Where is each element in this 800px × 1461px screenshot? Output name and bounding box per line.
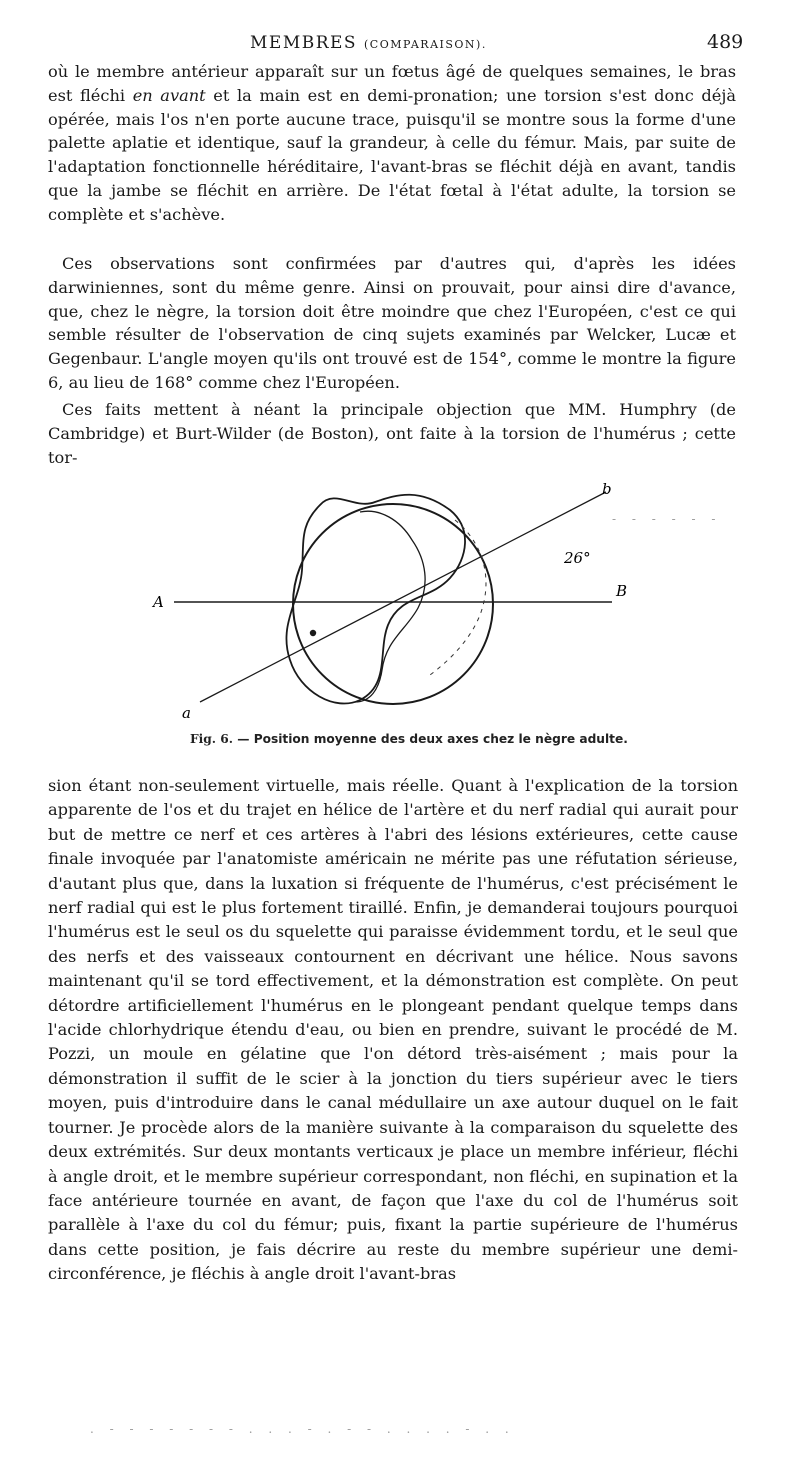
inner-contour	[355, 511, 425, 702]
figure-caption	[190, 732, 628, 746]
italic-phrase: en avant	[132, 85, 206, 105]
axis-a-b	[200, 492, 606, 702]
figure-6-drawing	[150, 480, 630, 730]
page-number: 489	[707, 31, 744, 53]
label-a: a	[182, 704, 191, 722]
label-b: b	[602, 480, 612, 498]
irregular-outline	[286, 495, 465, 704]
figure-caption-text: — Position moyenne des deux axes chez le nègre adulte.	[237, 732, 628, 746]
figure-6	[150, 480, 630, 730]
running-header	[0, 29, 800, 57]
figure-number: Fig. 6.	[190, 732, 234, 746]
running-title	[250, 33, 487, 53]
scan-dashes: - - - - - -	[612, 512, 722, 526]
paragraph-3: Ces faits mettent à néant la principale objection que MM. Humphry (de Cambridge) et Burt-Wilder (de Boston), ont faite à la torsion de l'humérus ; cette tor-	[48, 400, 736, 467]
angle-label: 26°	[564, 549, 591, 567]
humeral-head-circle	[293, 504, 493, 704]
scan-dashes-bottom: . - - - - - - - . . . - . - - . . . . - . .	[90, 1422, 515, 1436]
title-main: MEMBRES	[250, 33, 358, 53]
label-A: A	[153, 593, 164, 611]
center-point	[310, 630, 316, 636]
paragraph-4: sion étant non-seulement virtuelle, mais réelle. Quant à l'explication de la torsion apparente de l'os et du trajet en hélice de l'artère et du nerf radial qui aurait pour but de mettre ce nerf et ces artères à l'abri des lésions extérieures, cette cause finale invoquée par l'anatomiste américain ne mérite pas une réfutation sérieuse, d'autant plus que, dans la luxation si fréquente de l'humérus, c'est précisément le nerf radial qui est le plus fortement tiraillé. Enfin, je demanderai toujours pourquoi l'humérus est le seul os du squelette qui paraisse évidemment tordu, et le seul que des nerfs et des vaisseaux contournent en décrivant une hélice. Nous savons maintenant qu'il se tord effectivement, et la démonstration est complète. On peut détordre artificiellement l'humérus en le plongeant pendant quelque temps dans l'acide chlorhydrique étendu d'eau, ou bien en prendre, suivant le procédé de M. Pozzi, un moule en gélatine que l'on détord très-aisément ; mais pour la démonstration il suffit de le scier à la jonction du tiers supérieur avec le tiers moyen, puis d'introduire dans le canal médullaire un axe autour duquel on le fait tourner. Je procède alors de la manière suivante à la comparaison du squelette des deux extrémités. Sur deux montants verticaux je place un membre inférieur, fléchi à angle droit, et le membre supérieur correspondant, non fléchi, en supination et la face antérieure tournée en avant, de façon que l'axe du col de l'humérus soit parallèle à l'axe du col du fémur; puis, fixant la partie supérieure de l'humérus dans cette position, je fais décrire au reste du membre supérieur une demi-circonférence, je fléchis à angle droit l'avant-bras	[48, 776, 738, 1284]
dashed-arc	[430, 520, 486, 675]
title-sub: (COMPARAISON).	[363, 38, 487, 51]
paragraph-2: Ces observations sont confirmées par d'autres qui, d'après les idées darwiniennes, sont du même genre. Ainsi on prouvait, pour ainsi dire d'avance, que, chez le nègre, la torsion doit être moindre que chez l'Européen, c'est ce qui semble résulter de l'observation de cinq sujets examinés par Welcker, Lucæ et Gegenbaur. L'angle moyen qu'ils ont trouvé est de 154°, comme le montre la figure 6, au lieu de 168° comme chez l'Européen.	[48, 254, 736, 392]
label-B: B	[616, 582, 628, 600]
paragraph-1: où le membre antérieur apparaît sur un fœtus âgé de quelques semaines, le bras est fléchi en avant et la main est en demi-pronation; une torsion s'est donc déjà opérée, mais l'os n'en porte aucune trace, puisqu'il se montre sous la forme d'une palette aplatie et identique, sauf la grandeur, à celle du fémur. Mais, par suite de l'adaptation fonctionnelle héréditaire, l'avant-bras se fléchit déjà en avant, tandis que la jambe se fléchit en arrière. De l'état fœtal à l'état adulte, la torsion se complète et s'achève.	[48, 62, 736, 224]
